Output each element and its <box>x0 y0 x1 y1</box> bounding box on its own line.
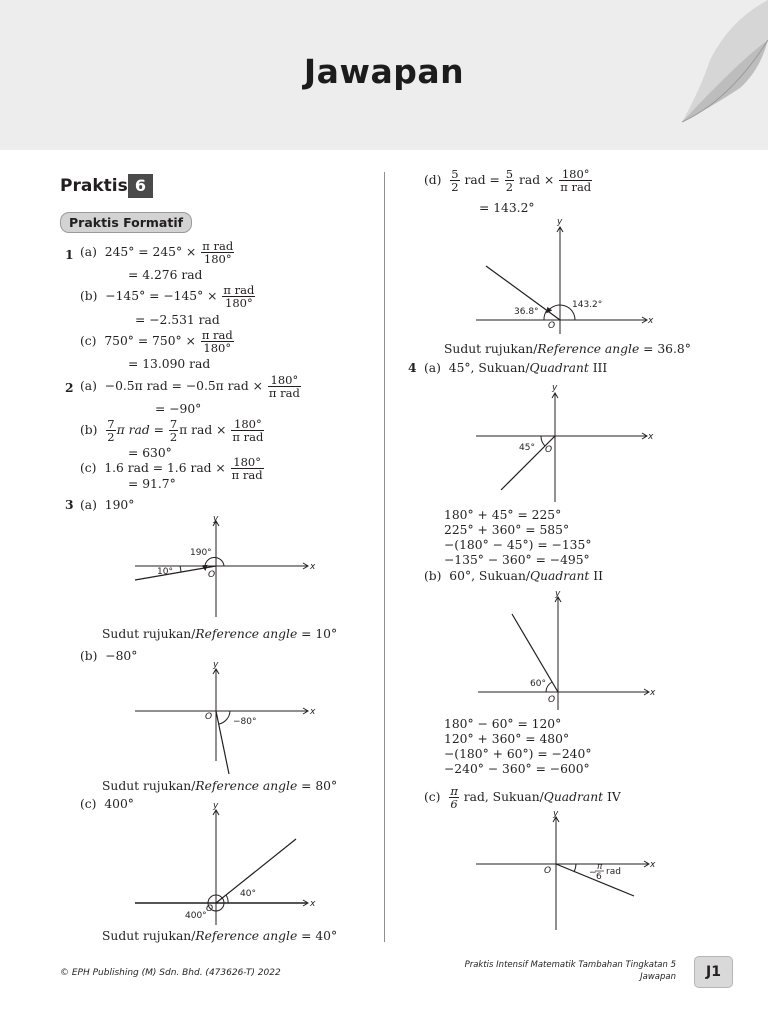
terminal-side <box>216 711 229 774</box>
angle-label: −80° <box>233 717 257 727</box>
q4b-line: (b) 60°, Sukuan/Quadrant II <box>424 569 603 583</box>
y-axis-label: y <box>553 809 559 819</box>
q3c-line: (c) 400° <box>80 797 134 811</box>
y-axis-label: y <box>213 514 219 524</box>
x-axis-label: x <box>648 432 654 442</box>
q1b-result: = −2.531 rad <box>135 313 220 327</box>
q4a-line: (a) 45°, Sukuan/Quadrant III <box>424 361 608 375</box>
q1c-line: (c) 750° = 750° × $\frac{\text{π rad}}{180^\circ}$ <box>80 328 233 355</box>
q2b-result: = 630° <box>128 446 172 460</box>
y-axis-label: y <box>552 383 558 393</box>
origin-label: O <box>545 445 553 455</box>
q4c-line: (c) $\frac{\pi}{6}$ rad, Sukuan/Quadrant IV <box>424 784 621 811</box>
copyright-notice: © EPH Publishing (M) Sdn. Bhd. (473626-T) 2022 <box>60 968 281 978</box>
q4a-calc-3: −(180° − 45°) = −135° <box>444 538 592 552</box>
question-number: 3 <box>65 497 74 512</box>
ref-angle-label: 10° <box>157 567 173 577</box>
diagram-3c <box>130 797 320 927</box>
praktis-formatif-badge: Praktis Formatif <box>60 212 192 233</box>
y-axis-label: y <box>555 589 561 599</box>
q4a-calc-4: −135° − 360° = −495° <box>444 553 590 567</box>
q3a-reference: Sudut rujukan/Reference angle = 10° <box>102 627 338 641</box>
terminal-side <box>216 839 296 903</box>
y-axis-label: y <box>213 660 219 670</box>
q4b-calc-1: 180° − 60° = 120° <box>444 717 562 731</box>
q4b-calc-3: −(180° + 60°) = −240° <box>444 747 592 761</box>
q3b-line: (b) −80° <box>80 649 138 663</box>
angle-label: 400° <box>185 911 207 921</box>
section-number-badge: 6 <box>128 174 153 198</box>
diagram-3a <box>130 512 320 622</box>
q3a-line: (a) 190° <box>80 498 135 512</box>
footer-section: Jawapan <box>640 972 676 982</box>
ref-arc <box>546 682 552 692</box>
question-number: 4 <box>408 360 417 375</box>
angle-sign: − <box>589 868 597 878</box>
column-divider <box>384 172 385 942</box>
q3d-result: = 143.2° <box>479 201 535 215</box>
q4a-calc-2: 225° + 360° = 585° <box>444 523 570 537</box>
x-axis-label: x <box>310 899 316 909</box>
q3c-reference: Sudut rujukan/Reference angle = 40° <box>102 929 338 943</box>
q4b-calc-2: 120° + 360° = 480° <box>444 732 570 746</box>
x-axis-label: x <box>650 860 656 870</box>
q1a-result: = 4.276 rad <box>128 268 203 282</box>
diagram-4a <box>474 380 664 505</box>
ref-arc <box>180 566 181 572</box>
origin-label: O <box>544 866 552 876</box>
diagram-4c <box>474 806 664 934</box>
diagram-3d <box>474 214 664 339</box>
angle-unit: rad <box>606 867 621 877</box>
ref-angle-label: 60° <box>530 679 546 689</box>
origin-label: O <box>206 904 214 914</box>
footer-book-title: Praktis Intensif Matematik Tambahan Tingkatan 5 <box>464 960 676 970</box>
origin-label: O <box>548 321 556 331</box>
q1b-line: (b) −145° = −145° × $\frac{\text{π rad}}{180^\circ}$ <box>80 283 255 310</box>
section-label: Praktis <box>60 176 128 196</box>
angle-arc <box>548 305 575 320</box>
y-axis-label: y <box>557 217 563 227</box>
q2c-line: (c) 1.6 rad = 1.6 rad × $\frac{180^\circ}{\text{π rad}}$ <box>80 455 263 482</box>
q3b-reference: Sudut rujukan/Reference angle = 80° <box>102 779 338 793</box>
q1c-result: = 13.090 rad <box>128 357 211 371</box>
origin-label: O <box>208 570 216 580</box>
angle-label: 190° <box>190 548 212 558</box>
ref-angle-label: 45° <box>519 443 535 453</box>
q4b-calc-4: −240° − 360° = −600° <box>444 762 590 776</box>
x-axis-label: x <box>310 562 316 572</box>
q2a-result: = −90° <box>155 402 202 416</box>
angle-label: 143.2° <box>572 300 603 310</box>
q2b-line: (b) $\frac{7}{2}$ π rad = $\frac{7}{2}$ π rad × $\frac{180^\circ}{\text{π rad}}$ <box>80 417 264 444</box>
diagram-3b <box>130 656 320 776</box>
x-axis-label: x <box>648 316 654 326</box>
terminal-side <box>135 566 216 580</box>
question-number: 2 <box>65 380 74 395</box>
q2a-line: (a) −0.5π rad = −0.5π rad × $\frac{180^\circ}{\text{π rad}}$ <box>80 373 300 400</box>
origin-label: O <box>205 712 213 722</box>
y-axis-label: y <box>213 801 219 811</box>
page-title: Jawapan <box>303 52 465 91</box>
q3d-reference: Sudut rujukan/Reference angle = 36.8° <box>444 342 691 356</box>
angle-numerator: π <box>597 862 603 872</box>
angle-arc <box>219 711 230 724</box>
q1a-line: (a) 245° = 245° × $\frac{\text{π rad}}{180^\circ}$ <box>80 239 234 266</box>
ref-arc <box>226 895 228 903</box>
diagram-4b <box>474 586 664 711</box>
angle-denominator: 6 <box>596 872 602 882</box>
ref-angle-label: 40° <box>240 889 256 899</box>
x-axis-label: x <box>310 707 316 717</box>
q3d-line: (d) $\frac{5}{2}$ rad = $\frac{5}{2}$ rad × $\frac{180^\circ}{\text{π rad}}$ <box>424 167 592 194</box>
q4a-calc-1: 180° + 45° = 225° <box>444 508 562 522</box>
ref-angle-label: 36.8° <box>514 307 539 317</box>
angle-arc <box>574 864 576 872</box>
page-number: J1 <box>694 956 733 988</box>
q2c-result: = 91.7° <box>128 477 176 491</box>
x-axis-label: x <box>650 688 656 698</box>
ref-arc <box>544 310 547 320</box>
origin-label: O <box>548 695 556 705</box>
question-number: 1 <box>65 247 74 262</box>
